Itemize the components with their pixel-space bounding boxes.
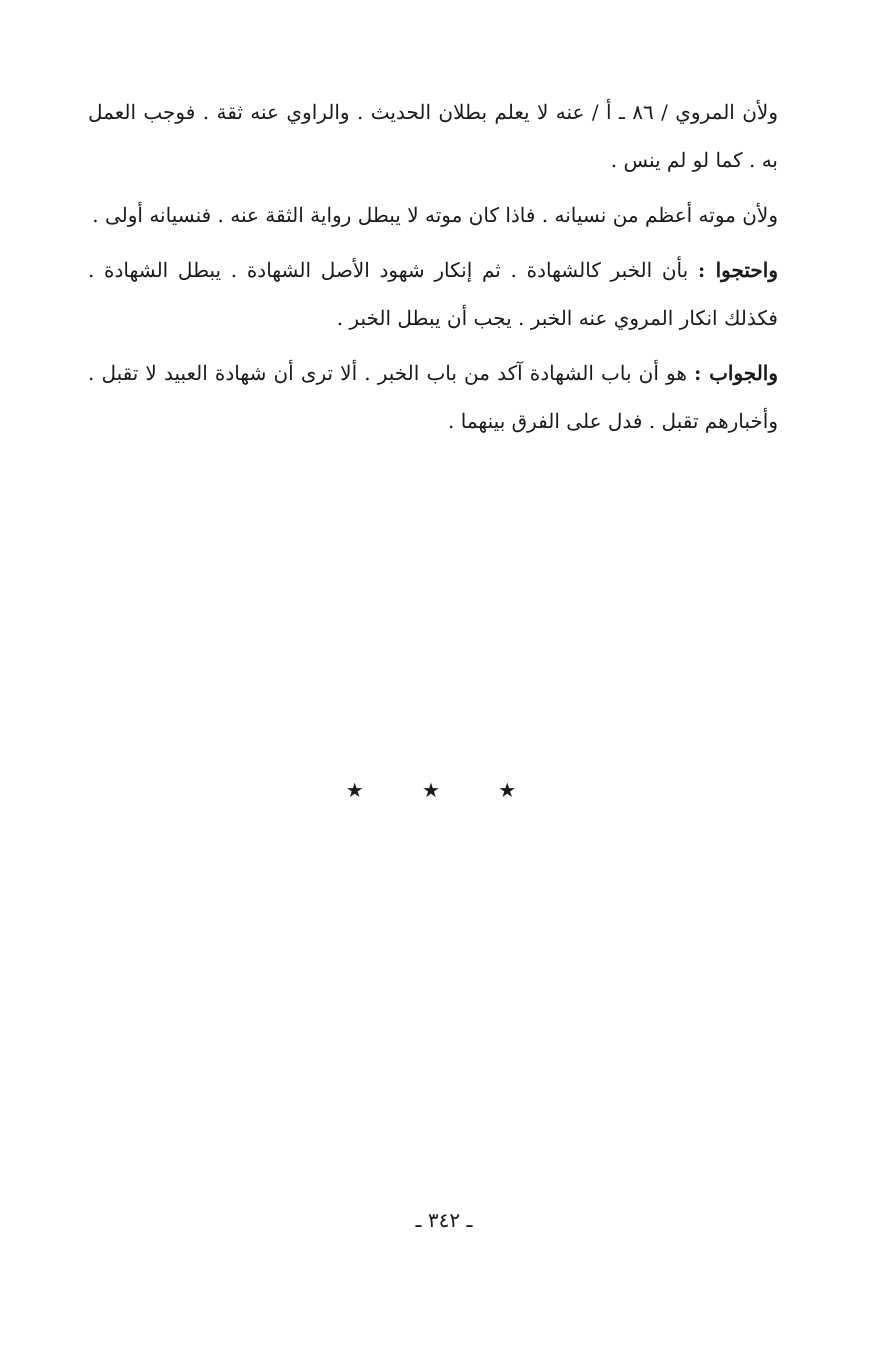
paragraph-4-text: هو أن باب الشهادة آكد من باب الخبر . ألا ترى أن شهادة العبيد لا تقبل . وأخبارهم تقبل . فدل على الفرق بينهما . [88,361,778,433]
body-text [88,88,778,452]
paragraph-2 [88,191,778,239]
section-separator-stars: ★ ★ ★ [345,778,543,802]
paragraph-4 [88,349,778,445]
paragraph-3-lead: واحتجوا : [697,258,778,282]
paragraph-3 [88,246,778,342]
page-number: ـ ٣٤٢ ـ [415,1208,473,1232]
paragraph-1 [88,88,778,184]
paragraph-3-text: بأن الخبر كالشهادة . ثم إنكار شهود الأصل الشهادة . يبطل الشهادة . فكذلك انكار المروي عنه الخبر . يجب أن يبطل الخبر . [88,258,778,330]
paragraph-1-text: ولأن المروي / ٨٦ ـ أ / عنه لا يعلم بطلان الحديث . والراوي عنه ثقة . فوجب العمل به . كما لو لم ينس . [88,100,778,172]
paragraph-4-lead: والجواب : [693,361,779,385]
paragraph-2-text: ولأن موته أعظم من نسيانه . فاذا كان موته لا يبطل رواية الثقة عنه . فنسيانه أولى . [92,203,778,227]
